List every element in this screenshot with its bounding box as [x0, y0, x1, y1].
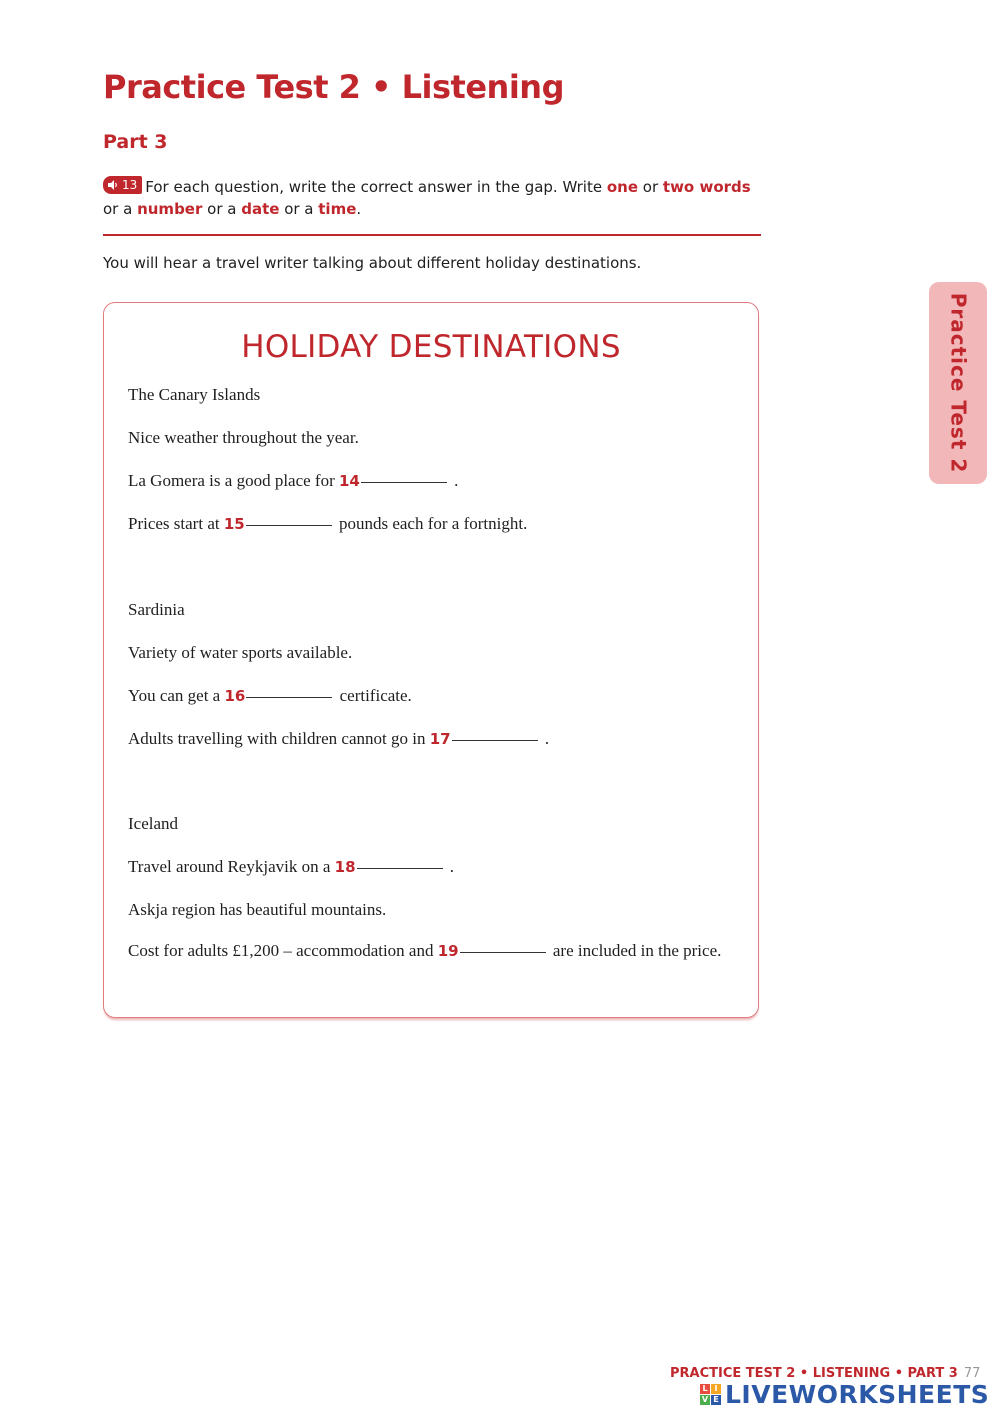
holiday-destinations-box [103, 302, 759, 1018]
logo-letter: I [711, 1384, 721, 1394]
instruction-text: For each question, write the correct answer in the gap. Write [145, 178, 607, 196]
logo-letter: V [701, 1395, 709, 1404]
answer-gap-17[interactable] [452, 740, 538, 741]
line-text: Travel around Reykjavik on a [128, 857, 335, 876]
page-title: Practice Test 2 • Listening [103, 68, 564, 106]
question-number: 15 [223, 515, 245, 533]
canary-line-3 [128, 514, 527, 534]
iceland-line-1 [128, 857, 454, 877]
sardinia-line-1: Variety of water sports available. [128, 643, 353, 662]
part-title: Part 3 [103, 131, 168, 153]
line-text: certificate. [335, 686, 412, 705]
brand-watermark [700, 1380, 989, 1409]
answer-gap-15[interactable] [246, 525, 332, 526]
logo-letter: E [711, 1395, 721, 1405]
track-number: 13 [122, 178, 138, 192]
hl-date: date [241, 200, 280, 218]
answer-gap-19[interactable] [460, 952, 546, 953]
instruction-text: or [638, 178, 663, 196]
instruction-text: or a [103, 200, 138, 218]
instruction-text: . [356, 200, 362, 218]
logo-letter: L [700, 1384, 710, 1394]
speaker-icon [107, 179, 119, 191]
section-heading-sardinia: Sardinia [128, 600, 185, 619]
question-number: 19 [437, 942, 459, 960]
line-text: You can get a [128, 686, 225, 705]
hl-two-words: two words [662, 178, 751, 196]
divider-rule [103, 234, 761, 236]
line-text: Prices start at [128, 514, 224, 533]
line-text: . [449, 471, 459, 490]
instruction-text: or a [279, 200, 319, 218]
iceland-line-3 [128, 937, 728, 965]
page-number: 77 [963, 1366, 981, 1381]
line-text: are included in the price. [548, 941, 722, 960]
box-title: HOLIDAY DESTINATIONS [241, 329, 621, 365]
intro-text: You will hear a travel writer talking about different holiday destinations. [103, 254, 642, 272]
section-heading-iceland: Iceland [128, 814, 179, 833]
page-footer [670, 1366, 980, 1381]
line-text: . [445, 857, 455, 876]
line-text: Cost for adults £1,200 – accommodation and [128, 941, 438, 960]
iceland-line-2: Askja region has beautiful mountains. [128, 900, 387, 919]
hl-one: one [606, 178, 639, 196]
answer-gap-16[interactable] [246, 697, 332, 698]
answer-gap-14[interactable] [361, 482, 447, 483]
instruction-text: or a [202, 200, 242, 218]
canary-line-1: Nice weather throughout the year. [128, 428, 359, 447]
line-text: La Gomera is a good place for [128, 471, 339, 490]
answer-gap-18[interactable] [357, 868, 443, 869]
line-text: pounds each for a fortnight. [334, 514, 528, 533]
section-heading-canary: The Canary Islands [128, 385, 261, 404]
instructions [103, 176, 783, 220]
sardinia-line-3 [128, 729, 549, 749]
line-text: Adults travelling with children cannot go in [128, 729, 430, 748]
canary-line-2 [128, 471, 458, 491]
question-number: 17 [429, 730, 451, 748]
audio-track-badge[interactable] [103, 176, 142, 194]
footer-text: PRACTICE TEST 2 • LISTENING • PART 3 [670, 1366, 958, 1381]
brand-text: LIVEWORKSHEETS [725, 1380, 990, 1409]
question-number: 14 [339, 472, 360, 490]
question-number: 18 [334, 858, 356, 876]
brand-logo-icon [700, 1384, 721, 1405]
hl-number: number [137, 200, 203, 218]
question-number: 16 [224, 687, 246, 705]
side-tab [929, 282, 987, 484]
side-tab-label: Practice Test 2 [946, 292, 971, 474]
hl-time: time [318, 200, 357, 218]
line-text: . [540, 729, 550, 748]
sardinia-line-2 [128, 686, 412, 706]
